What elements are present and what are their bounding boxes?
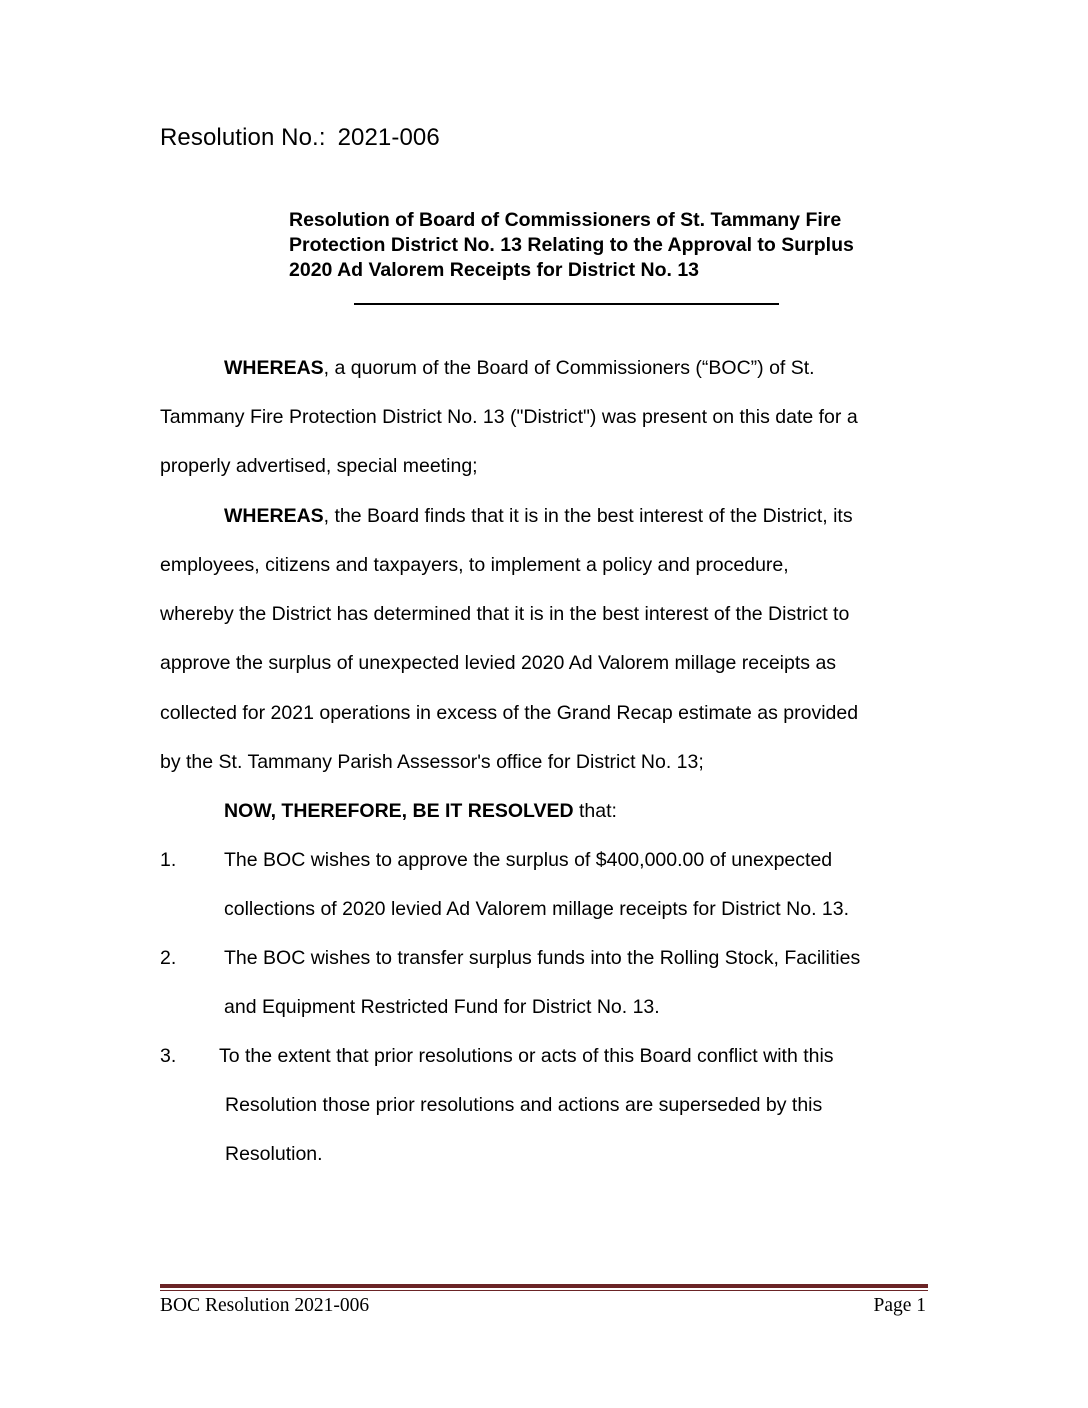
whereas-2-line [224,505,853,528]
whereas-2-line: whereby the District has determined that it is in the best interest of the District to [160,603,850,625]
whereas-1-line [224,357,815,380]
footer-document-title: BOC Resolution 2021-006 [160,1295,370,1316]
list-item-number: 2. [160,947,177,969]
caption-line: Resolution of Board of Commissioners of St. Tammany Fire [289,209,842,231]
resolution-number-value: 2021-006 [337,124,440,151]
whereas-2-line: by the St. Tammany Parish Assessor's office for District No. 13; [160,751,704,773]
whereas-keyword: WHEREAS [224,505,324,527]
list-item-line: Resolution those prior resolutions and actions are superseded by this [225,1094,823,1116]
resolution-caption [289,208,929,283]
list-item-line: and Equipment Restricted Fund for District No. 13. [224,996,660,1018]
caption-underline [354,303,779,305]
whereas-keyword: WHEREAS [224,357,324,379]
resolution-number-label: Resolution No.: [160,124,326,151]
whereas-1-text: , a quorum of the Board of Commissioners (“BOC”) of St. [323,357,815,379]
list-item-number: 1. [160,849,177,871]
list-item-line: To the extent that prior resolutions or acts of this Board conflict with this [219,1045,834,1067]
whereas-2-text: , the Board finds that it is in the best interest of the District, its [323,505,853,527]
footer-page-number: Page 1 [873,1295,926,1316]
list-item-line: Resolution. [225,1143,323,1165]
resolved-keyword: NOW, THEREFORE, BE IT RESOLVED [224,800,574,822]
whereas-1-line: Tammany Fire Protection District No. 13 ("District") was present on this date for a [160,406,858,428]
resolved-clause [224,800,617,823]
list-item-line: The BOC wishes to transfer surplus funds into the Rolling Stock, Facilities [224,947,861,969]
footer-rule [160,1284,928,1288]
whereas-2-line: approve the surplus of unexpected levied 2020 Ad Valorem millage receipts as [160,652,837,674]
caption-line: 2020 Ad Valorem Receipts for District No. 13 [289,259,700,281]
list-item-number: 3. [160,1045,177,1067]
whereas-2-line: collected for 2021 operations in excess of the Grand Recap estimate as provided [160,702,859,724]
whereas-1-line: properly advertised, special meeting; [160,455,478,477]
footer-rule-thin [160,1290,928,1291]
whereas-2-line: employees, citizens and taxpayers, to implement a policy and procedure, [160,554,789,576]
caption-line: Protection District No. 13 Relating to the Approval to Surplus [289,234,854,256]
list-item-line: collections of 2020 levied Ad Valorem millage receipts for District No. 13. [224,898,850,920]
resolved-suffix: that: [573,800,617,822]
list-item-line: The BOC wishes to approve the surplus of $400,000.00 of unexpected [224,849,833,871]
resolution-number-heading [160,124,440,152]
